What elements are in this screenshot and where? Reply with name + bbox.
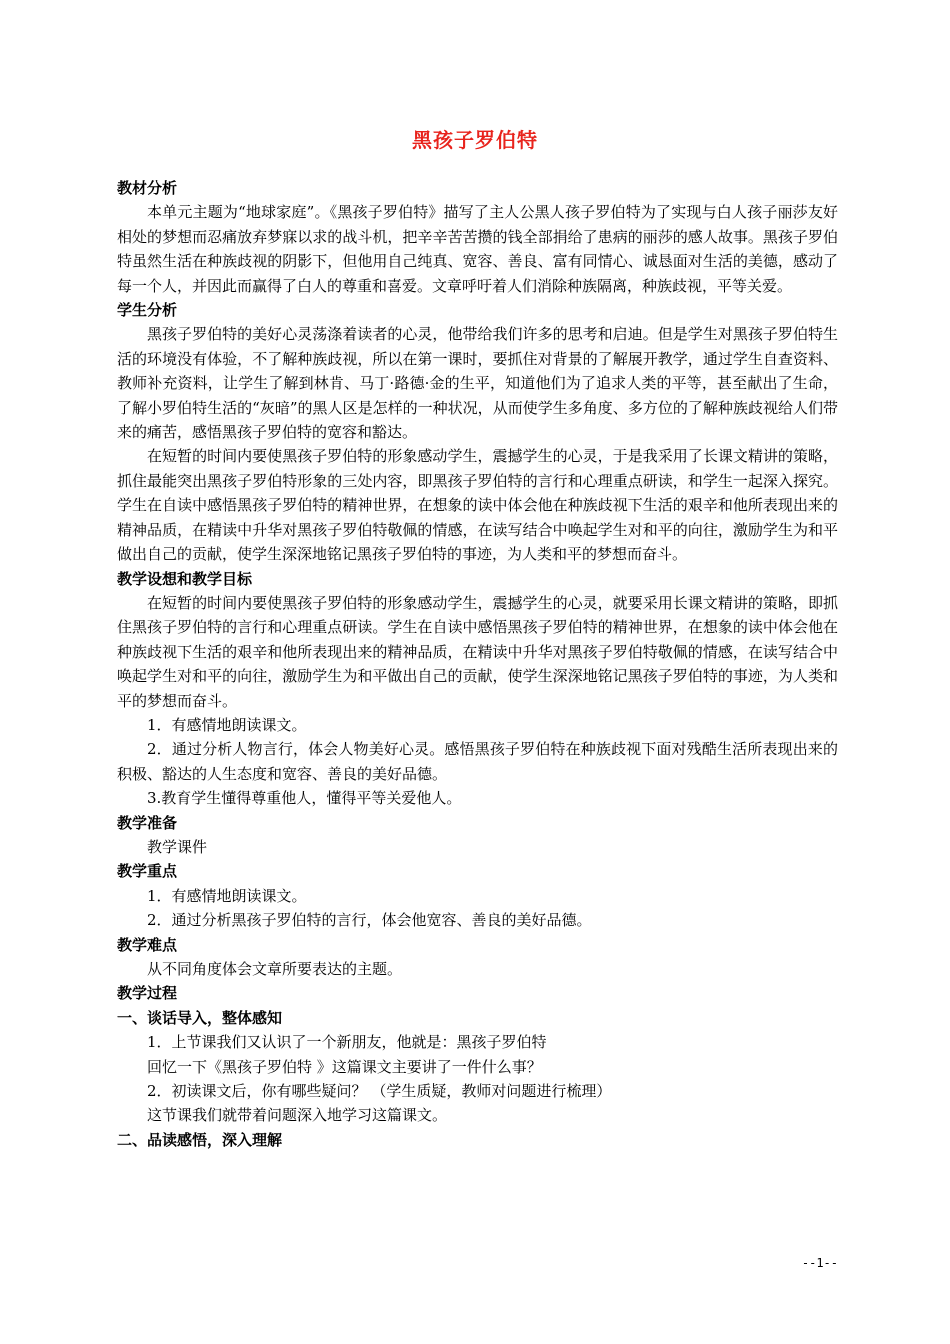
subsection-heading: 一、谈话导入，整体感知 <box>117 1008 283 1027</box>
document-body <box>117 176 838 1152</box>
paragraph: 黑孩子罗伯特的美好心灵荡涤着读者的心灵，他带给我们许多的思考和启迪。但是学生对黑孩子罗伯特生活的环境没有体验，不了解种族歧视，所以在第一课时，要抓住对背景的了解展开教学，通过学生自查资料、教师补充资料，让学生了解到林肯、马丁·路德·金的生平，知道他们为了追求人类的平等，甚至献出了生命，了解小罗伯特生活的“灰暗”的黑人区是怎样的一种状况，从而使学生多角度、多方位的了解种族歧视给人们带来的痛苦，感悟黑孩子罗伯特的宽容和豁达。 <box>117 325 838 442</box>
list-item: 回忆一下《黑孩子罗伯特 》这篇课文主要讲了一件什么事？ <box>147 1057 542 1076</box>
paragraph: 本单元主题为“地球家庭”。《黑孩子罗伯特》描写了主人公黑人孩子罗伯特为了实现与白人孩子丽莎友好相处的梦想而忍痛放弃梦寐以求的战斗机，把辛辛苦苦攒的钱全部捐给了患病的丽莎的感人故事。黑孩子罗伯特虽然生活在种族歧视的阴影下，但他用自己纯真、宽容、善良、富有同情心、诚恳面对生活的美德，感动了每一个人，并因此而赢得了白人的尊重和喜爱。文章呼吁着人们消除种族隔离，种族歧视，平等关爱。 <box>117 203 838 295</box>
list-item: 1．有感情地朗读课文。 <box>147 715 307 734</box>
section-heading-difficulty: 教学难点 <box>117 935 178 954</box>
list-item: 教学课件 <box>147 837 208 856</box>
section-heading-goals: 教学设想和教学目标 <box>117 569 253 588</box>
list-item: 这节课我们就带着问题深入地学习这篇课文。 <box>147 1106 448 1125</box>
list-item: 从不同角度体会文章所要表达的主题。 <box>147 960 403 978</box>
list-item: 2．初读课文后，你有哪些疑问？ （学生质疑，教师对问题进行梳理） <box>147 1082 612 1101</box>
list-item: 3.教育学生懂得尊重他人，懂得平等关爱他人。 <box>147 789 462 808</box>
list-item: 2．通过分析人物言行，体会人物美好心灵。感悟黑孩子罗伯特在种族歧视下面对残酷生活所表现出来的积极、豁达的人生态度和宽容、善良的美好品德。 <box>117 740 838 783</box>
subsection-heading: 二、品读感悟，深入理解 <box>117 1130 283 1149</box>
section-heading-prep: 教学准备 <box>117 813 178 832</box>
section-heading-key: 教学重点 <box>117 862 178 881</box>
section-heading-student: 学生分析 <box>117 301 178 320</box>
section-heading-process: 教学过程 <box>117 984 178 1003</box>
section-heading-analysis: 教材分析 <box>117 179 178 197</box>
document-title: 黑孩子罗伯特 <box>412 128 538 152</box>
list-item: 1．有感情地朗读课文。 <box>147 886 307 905</box>
paragraph: 在短暂的时间内要使黑孩子罗伯特的形象感动学生，震撼学生的心灵，于是我采用了长课文精讲的策略，抓住最能突出黑孩子罗伯特形象的三处内容，即黑孩子罗伯特的言行和心理重点研读，和学生一起深入探究。学生在自读中感悟黑孩子罗伯特的精神世界，在想象的读中体会他在种族歧视下生活的艰辛和他所表现出来的精神品质，在精读中升华对黑孩子罗伯特敬佩的情感，在读写结合中唤起学生对和平的向往，激励学生为和平做出自己的贡献，使学生深深地铭记黑孩子罗伯特的事迹，为人类和平的梦想而奋斗。 <box>117 447 838 564</box>
list-item: 1．上节课我们又认识了一个新朋友，他就是：黑孩子罗伯特 <box>147 1033 547 1052</box>
paragraph: 在短暂的时间内要使黑孩子罗伯特的形象感动学生，震撼学生的心灵，就要采用长课文精讲的策略，即抓住黑孩子罗伯特的言行和心理重点研读。学生在自读中感悟黑孩子罗伯特的精神世界，在想象的读中体会他在种族歧视下生活的艰辛和他所表现出来的精神品质，在精读中升华对黑孩子罗伯特敬佩的情感，在读写结合中唤起学生对和平的向往，激励学生为和平做出自己的贡献，使学生深深地铭记黑孩子罗伯特的事迹，为人类和平的梦想而奋斗。 <box>117 593 838 710</box>
page-number: --1-- <box>801 1256 838 1270</box>
list-item: 2．通过分析黑孩子罗伯特的言行，体会他宽容、善良的美好品德。 <box>147 911 592 930</box>
